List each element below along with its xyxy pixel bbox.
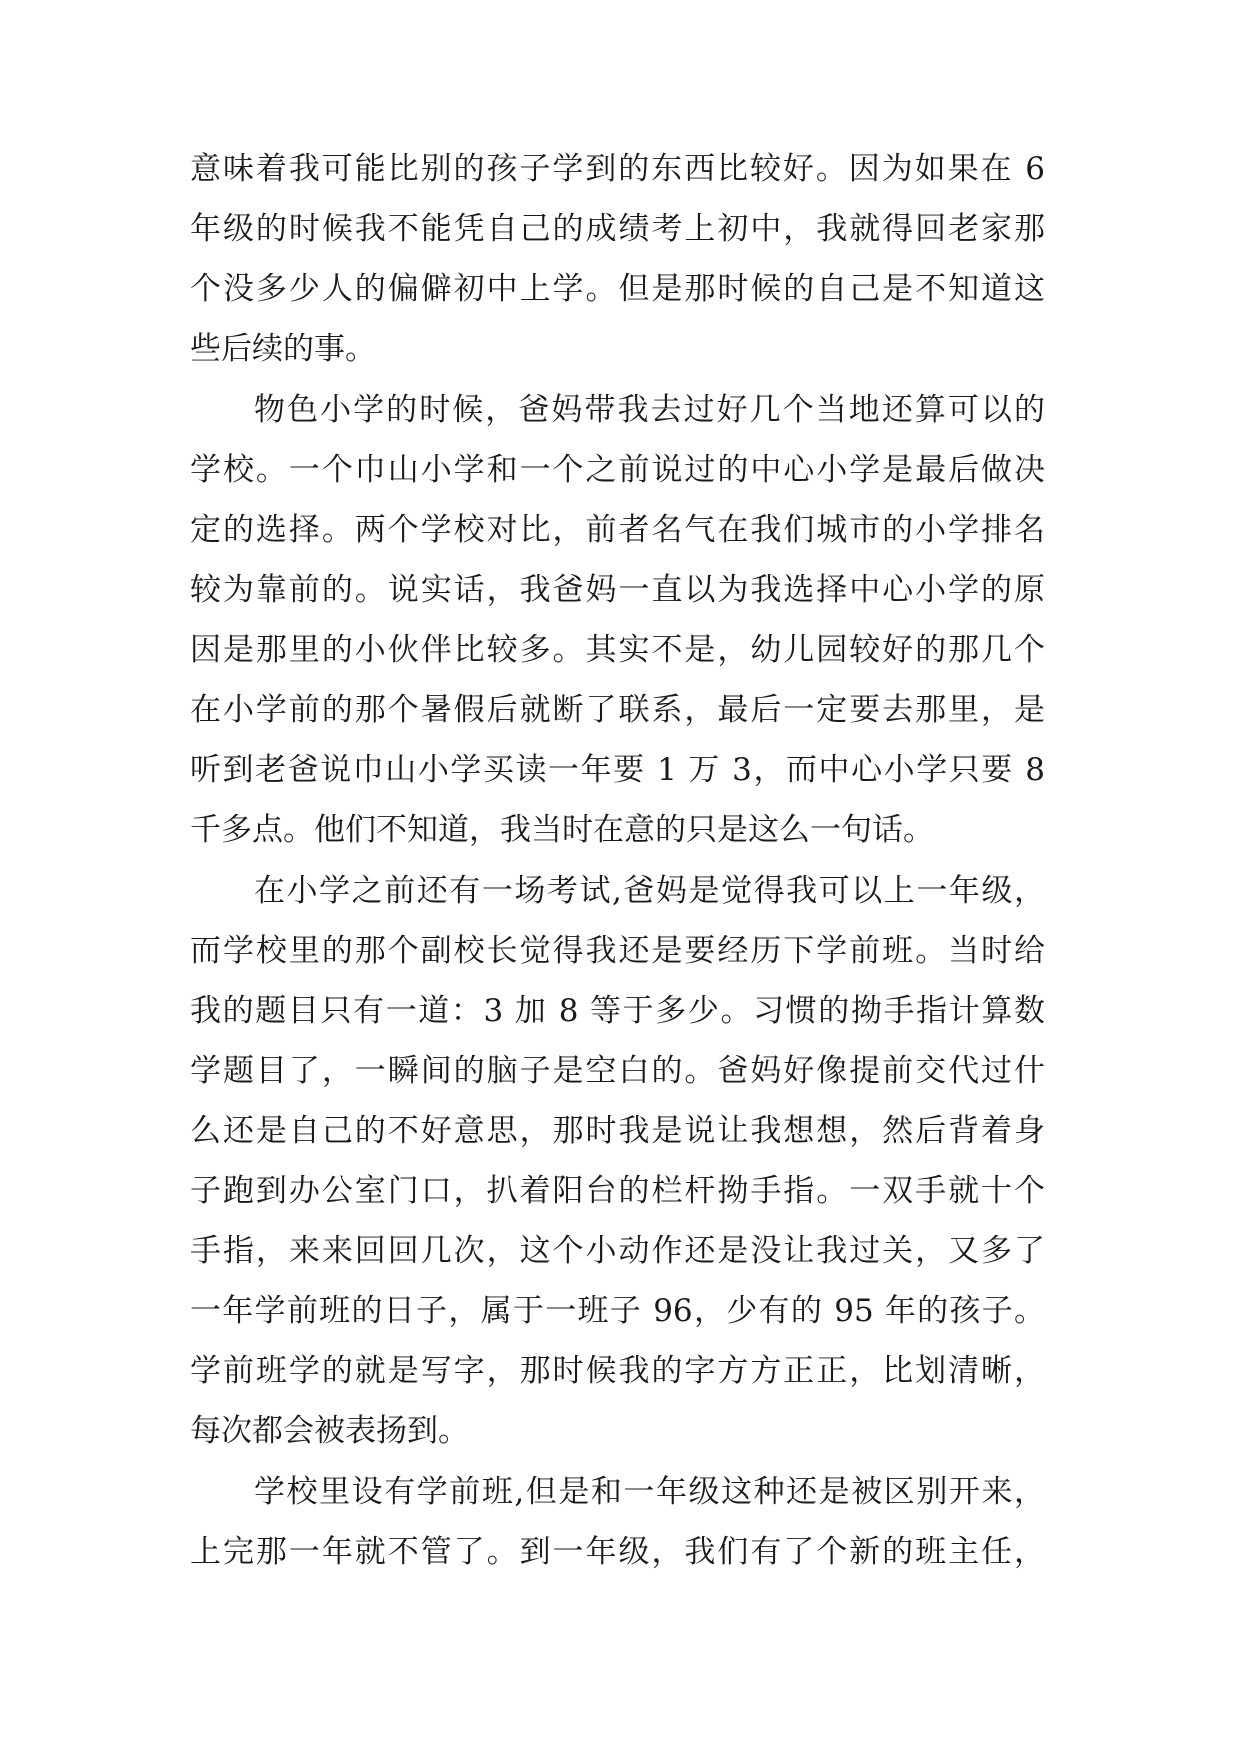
text-line: 而学校里的那个副校长觉得我还是要经历下学前班。当时给 [190, 933, 1045, 969]
text-line: 学校。一个巾山小学和一个之前说过的中心小学是最后做决 [190, 452, 1045, 488]
text-line: 上完那一年就不管了。到一年级，我们有了个新的班主任， [190, 1534, 1045, 1570]
text-line: 手指，来来回回几次，这个小动作还是没让我过关，又多了 [190, 1233, 1045, 1269]
text-line: 学前班学的就是写字，那时候我的字方方正正，比划清晰， [190, 1353, 1045, 1389]
text-line: 么还是自己的不好意思，那时我是说让我想想，然后背着身 [190, 1113, 1045, 1149]
text-line: 学校里设有学前班,但是和一年级这种还是被区别开来， [254, 1474, 1045, 1510]
text-line: 我的题目只有一道：3 加 8 等于多少。习惯的拗手指计算数 [190, 993, 1045, 1029]
text-line: 在小学前的那个暑假后就断了联系，最后一定要去那里，是 [190, 692, 1045, 728]
text-line: 意味着我可能比别的孩子学到的东西比较好。因为如果在 6 [190, 151, 1045, 187]
text-line: 在小学之前还有一场考试,爸妈是觉得我可以上一年级， [254, 873, 1045, 909]
text-line: 定的选择。两个学校对比，前者名气在我们城市的小学排名 [190, 512, 1045, 548]
text-line: 千多点。他们不知道，我当时在意的只是这么一句话。 [190, 812, 934, 848]
text-line: 听到老爸说巾山小学买读一年要 1 万 3，而中心小学只要 8 [190, 752, 1045, 788]
text-line: 个没多少人的偏僻初中上学。但是那时候的自己是不知道这 [190, 271, 1045, 307]
text-line: 些后续的事。 [190, 331, 376, 367]
text-line: 因是那里的小伙伴比较多。其实不是，幼儿园较好的那几个 [190, 632, 1045, 668]
text-line: 学题目了，一瞬间的脑子是空白的。爸妈好像提前交代过什 [190, 1053, 1045, 1089]
text-line: 较为靠前的。说实话，我爸妈一直以为我选择中心小学的原 [190, 572, 1045, 608]
text-line: 一年学前班的日子，属于一班子 96，少有的 95 年的孩子。 [190, 1293, 1045, 1329]
text-line: 子跑到办公室门口，扒着阳台的栏杆拗手指。一双手就十个 [190, 1173, 1045, 1209]
text-line: 年级的时候我不能凭自己的成绩考上初中，我就得回老家那 [190, 211, 1045, 247]
text-line: 每次都会被表扬到。 [190, 1413, 469, 1449]
text-line: 物色小学的时候，爸妈带我去过好几个当地还算可以的 [254, 392, 1045, 428]
